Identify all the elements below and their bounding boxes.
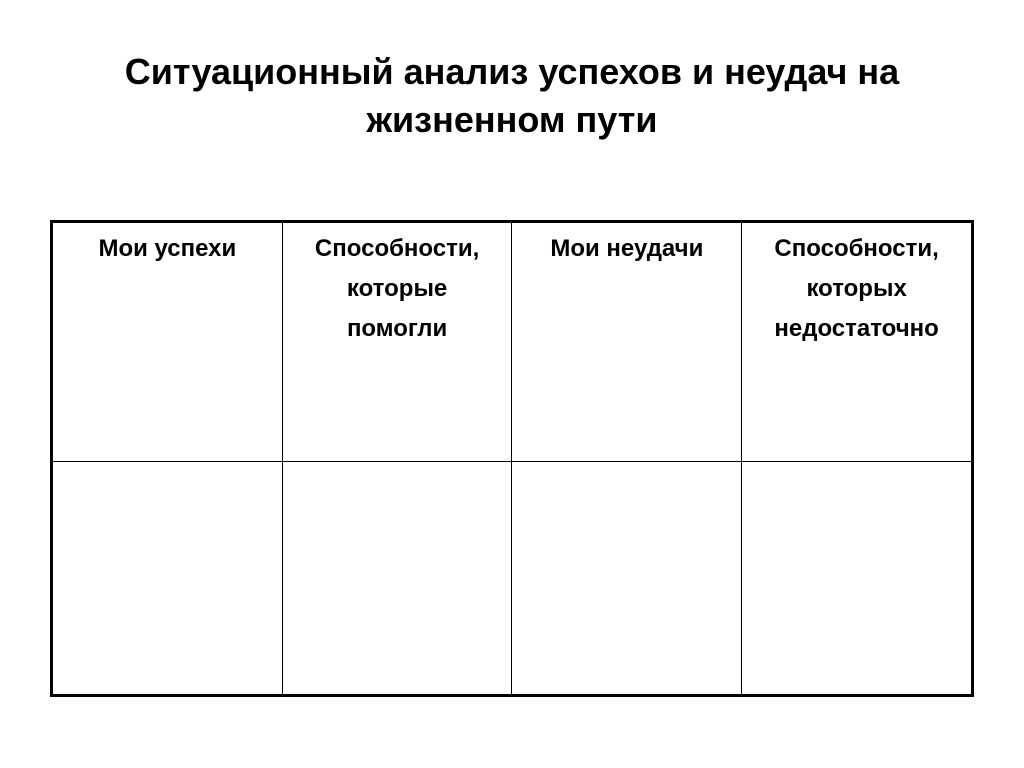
header-my-successes <box>52 222 283 462</box>
header-text-line: Способности, <box>774 235 939 262</box>
analysis-table <box>50 220 974 697</box>
table-header-row <box>52 222 973 462</box>
header-text-line: Способности, <box>314 235 480 262</box>
header-my-failures <box>512 222 742 462</box>
empty-cell-lacking-abilities <box>742 462 973 696</box>
header-helpful-abilities <box>282 222 512 462</box>
empty-cell-helpful-abilities <box>282 462 512 696</box>
header-text-line: которые <box>346 275 448 302</box>
header-text-line: Мои успехи <box>98 235 237 262</box>
header-lacking-abilities <box>742 222 973 462</box>
header-text-line: которых <box>806 275 907 302</box>
table-row-empty <box>52 462 973 696</box>
header-text-line: Мои неудачи <box>550 235 704 262</box>
slide-title <box>0 48 1024 144</box>
empty-cell-my-successes <box>52 462 283 696</box>
slide-title-line-1: Ситуационный анализ успехов и неудач на <box>124 51 900 92</box>
header-text-line: недостаточно <box>774 315 939 342</box>
slide-title-line-2: жизненном пути <box>366 99 658 140</box>
header-text-line: помогли <box>346 315 448 342</box>
empty-cell-my-failures <box>512 462 742 696</box>
